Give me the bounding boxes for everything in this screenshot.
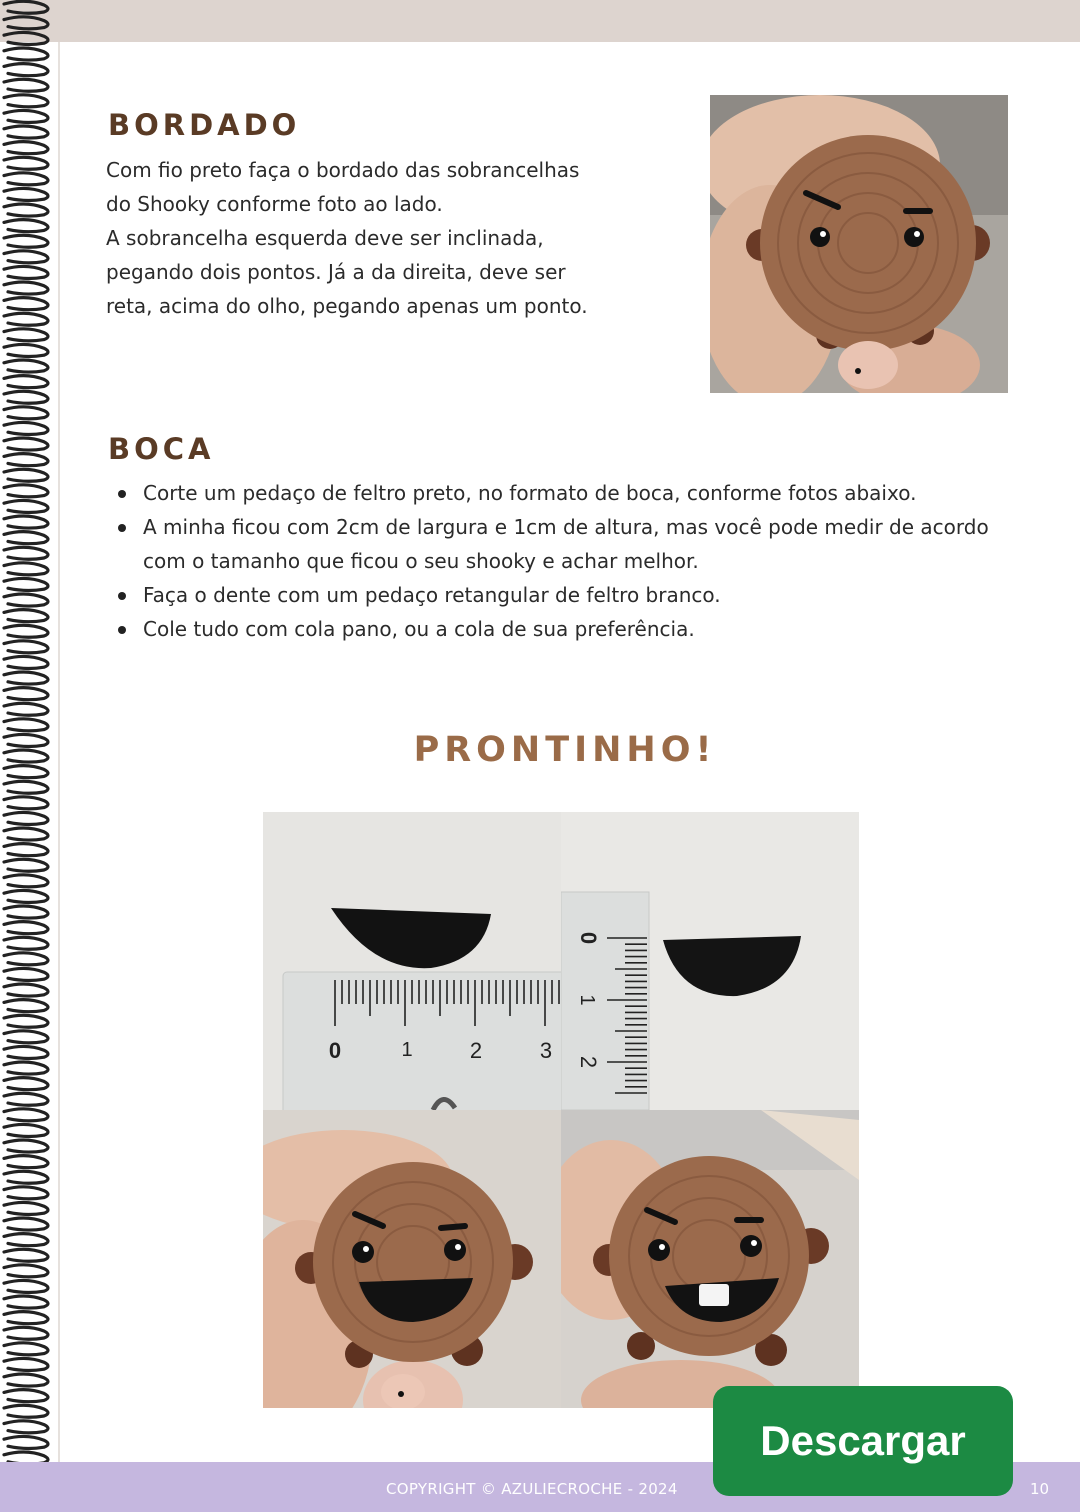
ruler-label-3: 3 <box>539 1038 553 1063</box>
bordado-line: do Shooky conforme foto ao lado. <box>106 192 443 216</box>
spiral-ring <box>4 1062 48 1074</box>
spiral-ring <box>4 578 48 590</box>
spiral-ring <box>4 1140 48 1152</box>
spiral-ring <box>4 79 48 91</box>
spiral-ring <box>4 1187 48 1199</box>
spiral-ring <box>4 360 48 372</box>
photo-mouth-felt-ruler-vertical <box>561 812 859 1110</box>
spiral-ring <box>4 1343 48 1355</box>
spiral-ring <box>4 641 48 653</box>
photo-shooky-with-mouth <box>263 1110 561 1408</box>
spiral-ring <box>4 1249 48 1261</box>
spiral-ring <box>4 188 48 200</box>
spiral-ring <box>4 1280 48 1292</box>
spiral-ring <box>4 1405 48 1417</box>
spiral-ring <box>4 906 48 918</box>
spiral-ring <box>4 844 48 856</box>
spiral-ring <box>4 48 48 60</box>
spiral-ring <box>4 1 48 13</box>
spiral-ring <box>4 1421 48 1433</box>
spiral-ring <box>4 859 48 871</box>
spiral-ring <box>4 703 48 715</box>
spiral-ring <box>4 781 48 793</box>
spiral-ring <box>4 422 48 434</box>
spiral-ring <box>4 516 48 528</box>
list-item: A minha ficou com 2cm de largura e 1cm de altura, mas você pode medir de acordo com o tamanho que ficou o seu shooky e achar melhor. <box>106 510 1006 578</box>
photo-embroidered-shooky <box>710 95 1008 393</box>
spiral-ring <box>4 485 48 497</box>
spiral-ring <box>4 500 48 512</box>
spiral-ring <box>4 110 48 122</box>
bordado-line: pegando dois pontos. Já a da direita, deve ser <box>106 260 566 284</box>
spiral-ring <box>4 142 48 154</box>
bordado-line: A sobrancelha esquerda deve ser inclinada, <box>106 226 544 250</box>
spiral-ring <box>4 656 48 668</box>
spiral-ring <box>4 1109 48 1121</box>
spiral-ring <box>4 329 48 341</box>
ruler-label-2: 2 <box>469 1038 483 1063</box>
spiral-ring <box>4 1327 48 1339</box>
ruler-v-label-2: 2 <box>576 1055 601 1069</box>
spiral-ring <box>4 1312 48 1324</box>
spiral-ring <box>4 454 48 466</box>
spiral-ring <box>4 407 48 419</box>
spiral-ring <box>4 1015 48 1027</box>
spiral-ring <box>4 391 48 403</box>
spiral-ring <box>4 1374 48 1386</box>
spiral-ring <box>4 251 48 263</box>
spiral-ring <box>4 344 48 356</box>
heading-bordado: BORDADO <box>108 108 301 142</box>
spiral-ring <box>4 1000 48 1012</box>
spiral-ring <box>4 235 48 247</box>
spiral-ring <box>4 173 48 185</box>
spiral-ring <box>4 204 48 216</box>
spiral-ring <box>4 547 48 559</box>
spiral-ring <box>4 438 48 450</box>
spiral-ring <box>4 32 48 44</box>
spiral-ring <box>4 797 48 809</box>
spiral-ring <box>4 1202 48 1214</box>
spiral-ring <box>4 953 48 965</box>
ruler-label-0: 0 <box>328 1038 342 1063</box>
bordado-instructions <box>106 153 666 323</box>
spiral-ring <box>4 313 48 325</box>
spiral-ring <box>4 220 48 232</box>
bordado-line: Com fio preto faça o bordado das sobrancelhas <box>106 158 580 182</box>
spiral-ring <box>4 1234 48 1246</box>
spiral-ring <box>4 1156 48 1168</box>
spiral-ring <box>4 298 48 310</box>
spiral-ring <box>4 532 48 544</box>
spiral-ring <box>4 1358 48 1370</box>
spiral-ring <box>4 1171 48 1183</box>
spiral-ring <box>4 1390 48 1402</box>
spiral-ring <box>4 282 48 294</box>
bordado-line: reta, acima do olho, pegando apenas um ponto. <box>106 294 588 318</box>
spiral-ring <box>4 64 48 76</box>
copyright-text: COPYRIGHT © AZULIECROCHE - 2024 <box>386 1480 678 1498</box>
spiral-ring <box>4 672 48 684</box>
spiral-ring <box>4 594 48 606</box>
spiral-ring <box>4 1218 48 1230</box>
photo-shooky-with-tooth <box>561 1110 859 1408</box>
spiral-ring <box>4 126 48 138</box>
spiral-ring <box>4 688 48 700</box>
spiral-ring <box>4 968 48 980</box>
spiral-ring <box>4 1265 48 1277</box>
list-item: Faça o dente com um pedaço retangular de feltro branco. <box>106 578 1006 612</box>
spiral-ring <box>4 937 48 949</box>
spiral-ring <box>4 610 48 622</box>
spiral-ring <box>4 890 48 902</box>
spiral-ring <box>4 625 48 637</box>
spiral-ring <box>4 875 48 887</box>
download-button[interactable]: Descargar <box>713 1386 1013 1496</box>
spiral-ring <box>4 1124 48 1136</box>
spiral-ring <box>4 17 48 29</box>
spiral-ring <box>4 1046 48 1058</box>
spiral-ring <box>4 376 48 388</box>
spiral-ring <box>4 922 48 934</box>
heading-prontinho: PRONTINHO! <box>413 730 717 770</box>
spiral-ring <box>4 984 48 996</box>
ruler-v-label-1: 1 <box>576 994 598 1006</box>
list-item: Cole tudo com cola pano, ou a cola de sua preferência. <box>106 612 1006 646</box>
ruler-v-label-0: 0 <box>576 931 601 945</box>
spiral-ring <box>4 563 48 575</box>
spiral-ring <box>4 469 48 481</box>
spiral-ring <box>4 266 48 278</box>
boca-instructions-list <box>106 476 1006 646</box>
ruler-label-1: 1 <box>401 1039 413 1061</box>
list-item: Corte um pedaço de feltro preto, no formato de boca, conforme fotos abaixo. <box>106 476 1006 510</box>
spiral-ring <box>4 1078 48 1090</box>
spiral-ring <box>4 1093 48 1105</box>
spiral-ring <box>4 828 48 840</box>
spiral-ring <box>4 1296 48 1308</box>
page-number: 10 <box>1030 1480 1050 1498</box>
heading-boca: BOCA <box>108 432 215 466</box>
spiral-ring <box>4 95 48 107</box>
spiral-ring <box>4 812 48 824</box>
spiral-ring <box>4 1436 48 1448</box>
top-bar <box>0 0 1080 42</box>
photo-mouth-felt-ruler <box>263 812 561 1110</box>
spiral-ring <box>4 1031 48 1043</box>
spiral-ring <box>4 157 48 169</box>
